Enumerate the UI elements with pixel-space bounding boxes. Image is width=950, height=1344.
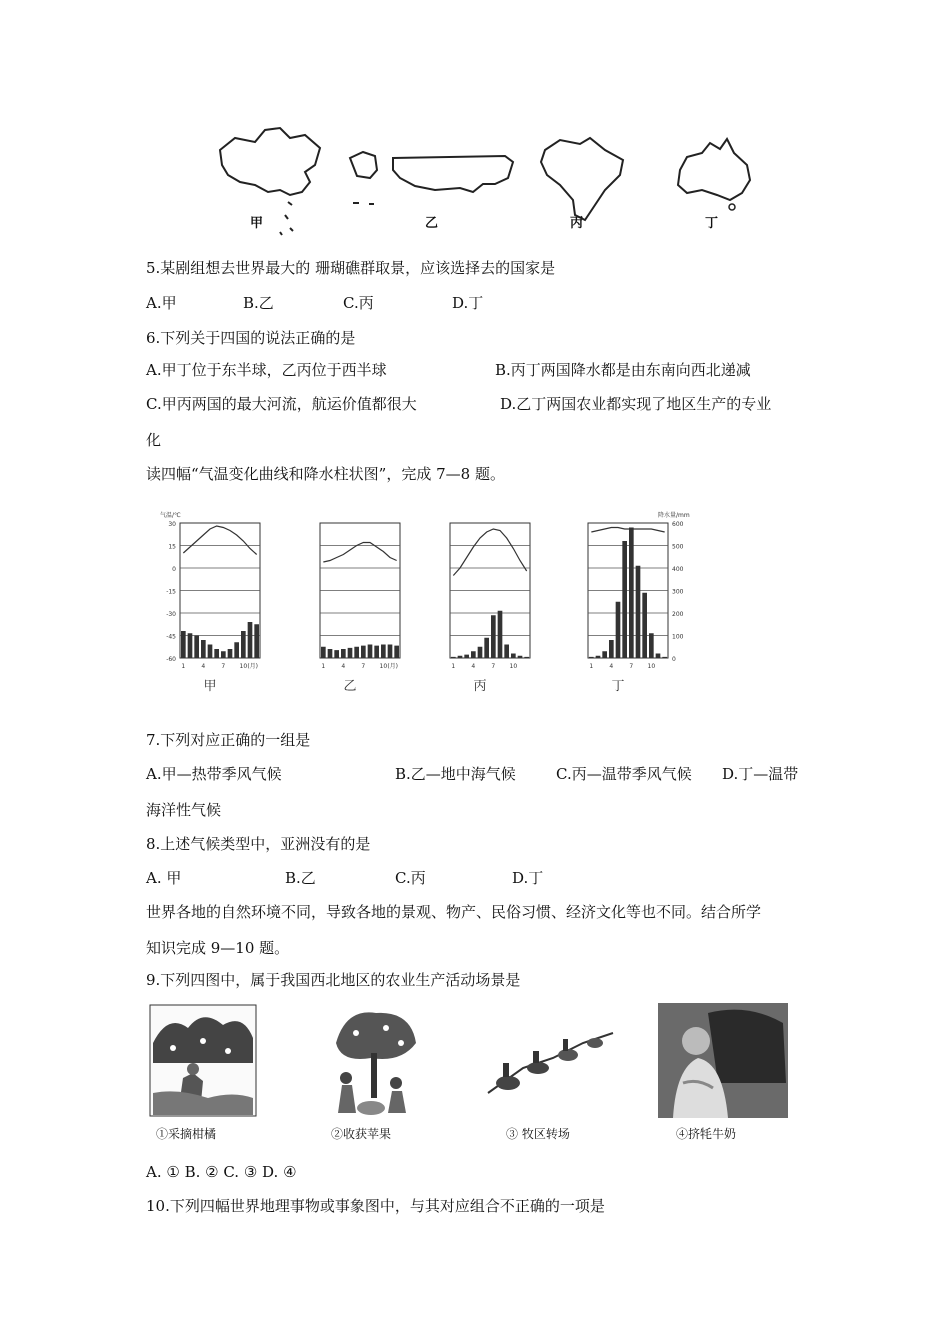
usa-outline — [345, 148, 520, 218]
precip-bar-1-9 — [381, 645, 386, 659]
x-tick-0-1: 4 — [201, 663, 206, 670]
x-tick-2-2: 7 — [491, 663, 496, 670]
precip-bar-3-9 — [649, 633, 654, 658]
precip-bar-1-10 — [388, 645, 393, 659]
scene-milking-yak-image — [658, 1003, 788, 1118]
precip-bar-0-4 — [208, 645, 213, 659]
month-unit-1: (月) — [387, 663, 398, 670]
q5-option-a: A.甲 — [146, 294, 177, 312]
precip-bar-1-4 — [348, 648, 353, 658]
q9-options: A. ① B. ② C. ③ D. ④ — [146, 1163, 297, 1181]
month-unit-0: (月) — [247, 663, 258, 670]
q7-wrap: 海洋性气候 — [146, 801, 222, 819]
precip-bar-1-5 — [354, 647, 359, 658]
scene-caption-3: ③ 牧区转场 — [506, 1127, 570, 1141]
precip-bar-1-0 — [321, 647, 326, 658]
precip-bar-2-10 — [518, 656, 523, 658]
map-label-yi: 乙 — [425, 216, 439, 231]
temp-tick-5: -45 — [166, 633, 176, 641]
q6-option-a: A.甲丁位于东半球，乙丙位于西半球 — [146, 361, 387, 379]
x-tick-0-3: 10 — [239, 663, 248, 670]
precip-bar-0-10 — [248, 622, 253, 658]
precip-bar-2-11 — [524, 657, 529, 658]
precip-bar-0-0 — [181, 631, 186, 658]
map-label-ding: 丁 — [705, 216, 719, 231]
scene-caption-4: ④挤牦牛奶 — [676, 1127, 737, 1141]
precip-bar-3-8 — [642, 593, 647, 658]
precip-bar-1-8 — [374, 646, 379, 658]
x-tick-0-0: 1 — [181, 663, 186, 670]
precip-tick-4: 200 — [672, 611, 684, 618]
precip-bar-2-0 — [451, 657, 456, 658]
q6-option-d: D.乙丁两国农业都实现了地区生产的专业 — [500, 395, 772, 413]
q7-option-c: C.丙—温带季风气候 — [556, 765, 692, 783]
temp-tick-6: -60 — [166, 656, 176, 663]
precip-bar-0-11 — [254, 624, 259, 658]
q8-option-b: B.乙 — [285, 869, 316, 887]
precip-bar-2-5 — [484, 638, 489, 658]
q6-wrap: 化 — [146, 431, 162, 449]
scene-caption-2: ②收获苹果 — [331, 1127, 392, 1141]
temp-tick-4: -30 — [166, 611, 176, 618]
precip-bar-3-11 — [662, 657, 667, 658]
x-tick-3-2: 7 — [629, 663, 634, 670]
precip-bar-0-1 — [188, 633, 193, 658]
q8-stem: 8.上述气候类型中，亚洲没有的是 — [146, 835, 371, 853]
farm-scenes — [148, 1003, 788, 1148]
precip-bar-0-5 — [214, 649, 219, 658]
q6-stem: 6.下列关于四国的说法正确的是 — [146, 329, 356, 347]
precip-axis-label: 降水量/mm — [658, 512, 690, 519]
q7-option-a: A.甲—热带季风气候 — [146, 765, 282, 783]
precip-bar-0-3 — [201, 640, 206, 658]
map-label-jia: 甲 — [250, 216, 264, 231]
intro-9-10-line2: 知识完成 9—10 题。 — [146, 939, 290, 957]
temp-tick-2: 0 — [172, 566, 176, 573]
precip-bar-2-4 — [478, 647, 483, 658]
temp-line-3 — [591, 528, 664, 533]
x-tick-3-1: 4 — [609, 663, 614, 670]
x-tick-1-1: 4 — [341, 663, 346, 670]
precip-bar-2-3 — [471, 651, 476, 658]
x-tick-1-3: 10 — [379, 663, 388, 670]
x-tick-3-3: 10 — [647, 663, 656, 670]
precip-bar-3-1 — [596, 656, 601, 658]
q5-option-b: B.乙 — [243, 294, 274, 312]
temp-tick-1: 15 — [168, 543, 176, 551]
x-tick-2-0: 1 — [451, 663, 456, 670]
q8-option-c: C.丙 — [395, 869, 426, 887]
chart-label-1: 乙 — [343, 679, 357, 694]
china-outline — [210, 120, 330, 240]
x-tick-2-1: 4 — [471, 663, 476, 670]
precip-tick-0: 600 — [672, 521, 684, 528]
chart-label-2: 丙 — [473, 679, 487, 694]
precip-bar-1-7 — [368, 645, 373, 659]
temp-line-0 — [183, 526, 256, 555]
precip-tick-5: 100 — [672, 633, 684, 641]
q5-stem: 5.某剧组想去世界最大的 珊瑚礁群取景，应该选择去的国家是 — [146, 259, 556, 277]
precip-bar-3-2 — [602, 651, 607, 658]
map-label-bing: 丙 — [570, 216, 584, 231]
scene-caption-1: ①采摘柑橘 — [156, 1127, 217, 1141]
scene-pasture-migration-image — [483, 1013, 618, 1113]
scene-apple-harvest-image — [316, 1003, 426, 1118]
q9-stem: 9.下列四图中，属于我国西北地区的农业生产活动场景是 — [146, 971, 521, 989]
country-maps — [210, 120, 770, 245]
precip-bar-1-2 — [334, 650, 339, 658]
climate-chart-svg — [150, 505, 720, 700]
precip-bar-3-3 — [609, 640, 614, 658]
precip-bar-2-9 — [511, 654, 516, 659]
climate-charts — [150, 505, 720, 700]
precip-bar-0-2 — [194, 636, 199, 659]
chart-label-3: 丁 — [611, 679, 625, 694]
q6-option-b: B.丙丁两国降水都是由东南向西北递减 — [495, 361, 751, 379]
intro-9-10-line1: 世界各地的自然环境不同，导致各地的景观、物产、民俗习惯、经济文化等也不同。结合所学 — [146, 903, 762, 921]
precip-bar-0-6 — [221, 651, 226, 658]
precip-bar-1-6 — [361, 646, 366, 658]
precip-bar-3-7 — [636, 566, 641, 658]
temp-axis-label: 气温/℃ — [160, 512, 181, 519]
precip-bar-2-8 — [504, 645, 509, 659]
precip-bar-1-3 — [341, 649, 346, 658]
precip-bar-2-1 — [458, 656, 463, 658]
x-tick-1-0: 1 — [321, 663, 326, 670]
precip-bar-0-9 — [241, 631, 246, 658]
australia-outline — [672, 135, 757, 210]
x-tick-1-2: 7 — [361, 663, 366, 670]
precip-bar-3-4 — [616, 602, 621, 658]
q5-option-c: C.丙 — [343, 294, 374, 312]
q10-stem: 10.下列四幅世界地理事物或事象图中，与其对应组合不正确的一项是 — [146, 1197, 605, 1215]
precip-bar-3-0 — [589, 657, 594, 658]
temp-tick-3: -15 — [166, 588, 176, 596]
q7-option-b: B.乙—地中海气候 — [395, 765, 516, 783]
temp-line-2 — [453, 529, 526, 576]
q5-option-d: D.丁 — [452, 294, 484, 312]
precip-bar-0-7 — [228, 649, 233, 658]
q8-option-a: A. 甲 — [146, 869, 182, 887]
precip-bar-2-2 — [464, 655, 469, 658]
precip-bar-2-7 — [498, 611, 503, 658]
precip-bar-2-6 — [491, 615, 496, 658]
precip-bar-3-6 — [629, 528, 634, 659]
precip-bar-0-8 — [234, 642, 239, 658]
scene-citrus-picking-image — [148, 1003, 258, 1118]
x-tick-3-0: 1 — [589, 663, 594, 670]
intro-7-8: 读四幅“气温变化曲线和降水柱状图”，完成 7—8 题。 — [146, 465, 505, 483]
x-tick-0-2: 7 — [221, 663, 226, 670]
x-tick-2-3: 10 — [509, 663, 518, 670]
precip-bar-3-5 — [622, 541, 627, 658]
precip-tick-1: 500 — [672, 543, 684, 551]
q7-stem: 7.下列对应正确的一组是 — [146, 731, 311, 749]
q8-option-d: D.丁 — [512, 869, 544, 887]
precip-bar-1-1 — [328, 649, 333, 658]
q7-option-d: D.丁—温带 — [722, 765, 799, 783]
precip-tick-6: 0 — [672, 656, 676, 663]
precip-bar-1-11 — [394, 646, 399, 658]
temp-tick-0: 30 — [168, 521, 176, 528]
precip-tick-3: 300 — [672, 588, 684, 596]
precip-tick-2: 400 — [672, 566, 684, 573]
precip-bar-3-10 — [656, 654, 661, 659]
chart-label-0: 甲 — [203, 679, 217, 694]
q6-option-c: C.甲丙两国的最大河流，航运价值都很大 — [146, 395, 417, 413]
